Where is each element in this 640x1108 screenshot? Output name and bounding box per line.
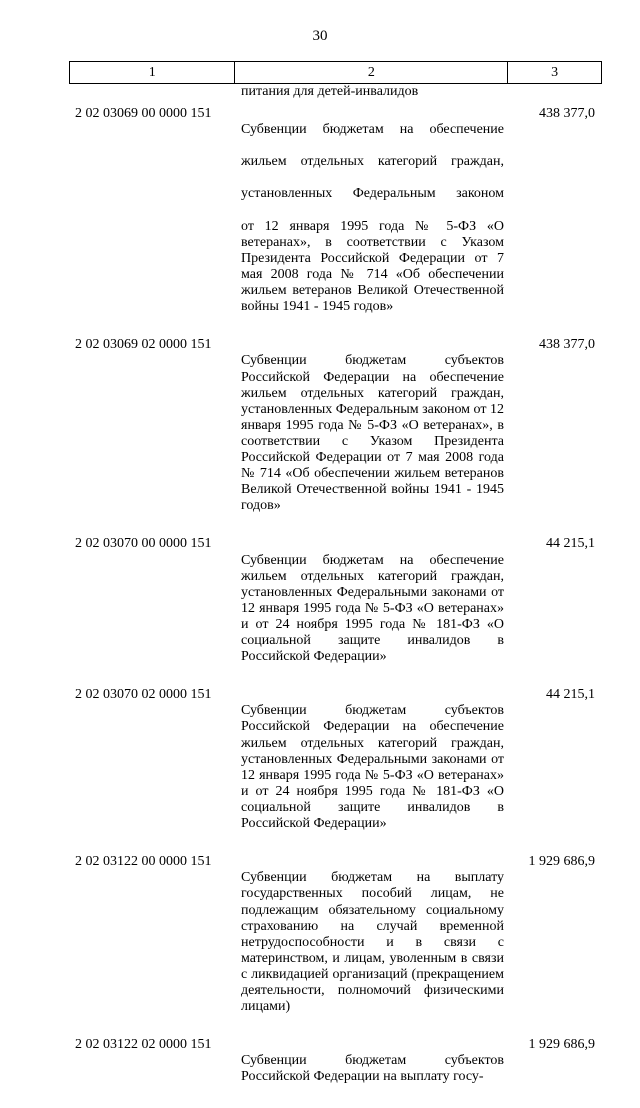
column-header-2: 2 [235, 62, 508, 84]
row-amount: 44 215,1 [546, 536, 595, 552]
table-row [0, 106, 640, 331]
column-header-1: 1 [70, 62, 235, 84]
description-line: Субвенции бюджетам субъектов Российской Федерации на обеспечение жильем отдельных категорий граждан, установленных Федеральными законами от 12 января 1995 года № 5-ФЗ «О ветеранах» и от 24 ноября 1995 года № 181-ФЗ «О социальной защите инвалидов в Российской Федерации» [241, 703, 504, 832]
budget-code: 2 02 03069 02 0000 151 [75, 337, 212, 353]
column-header-table [69, 61, 602, 84]
table-row [0, 536, 640, 681]
budget-code: 2 02 03070 02 0000 151 [75, 687, 212, 703]
budget-code: 2 02 03122 02 0000 151 [75, 1037, 212, 1053]
budget-code: 2 02 03069 00 0000 151 [75, 106, 212, 121]
page-number: 30 [312, 28, 328, 44]
table-row [0, 854, 640, 1031]
row-amount: 438 377,0 [539, 337, 595, 353]
row-amount: 44 215,1 [546, 687, 595, 703]
table-row [0, 687, 640, 848]
table-body [0, 106, 640, 1108]
column-header-3: 3 [508, 62, 602, 84]
description-line: Субвенции бюджетам на выплату государственных пособий лицам, не подлежащим обязательному социальному страхованию на случай временной нетрудоспособности и в связи с материнством, и лицам, уволенным в связи с ликвидацией организаций (прекращением деятельности, полномочий физическими лицами) [241, 870, 504, 1015]
budget-code: 2 02 03122 00 0000 151 [75, 854, 212, 870]
row-amount: 438 377,0 [539, 106, 595, 121]
row-description [241, 1037, 504, 1101]
description-line: Субвенции бюджетам субъектов Российской Федерации на выплату госу- [241, 1053, 504, 1085]
row-description [241, 687, 504, 848]
row-amount: 1 929 686,9 [528, 1037, 595, 1053]
budget-code: 2 02 03070 00 0000 151 [75, 536, 212, 552]
row-description [241, 536, 504, 681]
carry-over-text: питания для детей-инвалидов [241, 84, 419, 99]
description-line: Субвенции бюджетам на обеспечение жильем отдельных категорий граждан, установленных Федеральными законами от 12 января 1995 года № 5-ФЗ «О ветеранах» и от 24 ноября 1995 года № 181-ФЗ «О социальной защите инвалидов в Российской Федерации» [241, 552, 504, 665]
description-line: Субвенции бюджетам субъектов Российской Федерации на обеспечение жильем отдельных категорий граждан, установленных Федеральным законом от 12 января 1995 года № 5-ФЗ «О ветеранах», в соответствии с Указом Президента Российской Федерации от 7 мая 2008 года № 714 «Об обеспечении жильем ветеранов Великой Отечественной войны 1941 - 1945 годов» [241, 353, 504, 514]
row-description [241, 337, 504, 530]
description-line: жильем отдельных категорий граждан, [241, 154, 504, 170]
row-amount: 1 929 686,9 [528, 854, 595, 870]
table-row [0, 337, 640, 530]
description-line: Субвенции бюджетам на обеспечение [241, 122, 504, 138]
column-header-row [70, 62, 602, 84]
row-description [241, 106, 504, 331]
table-row [0, 1037, 640, 1101]
row-description [241, 854, 504, 1031]
description-line: от 12 января 1995 года № 5-ФЗ «О ветеранах», в соответствии с Указом Президента Российской Федерации от 7 мая 2008 года № 714 «Об обеспечении жильем ветеранов Великой Отечественной войны 1941 - 1945 годов» [241, 218, 504, 315]
description-line: установленных Федеральным законом [241, 186, 504, 202]
